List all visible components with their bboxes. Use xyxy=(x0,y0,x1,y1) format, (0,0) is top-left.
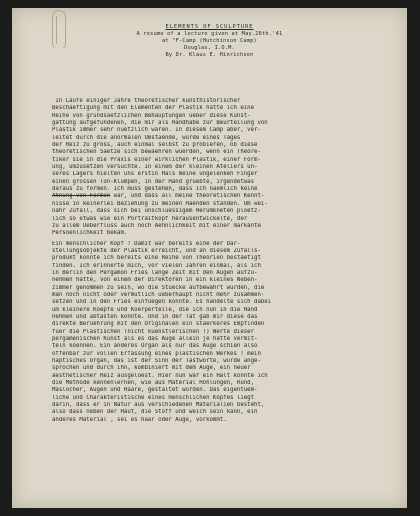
body-line: leitet durch die anormalen Umstaende, wurde eines Tages xyxy=(52,134,241,141)
body-line: liche und Charakteristische eines menschlichen Kopfes liegt xyxy=(52,394,255,401)
subtitle-line: at "F-Camp (Hutchinson Camp) xyxy=(162,37,257,44)
body-line: Persoenlichkeit bekam. xyxy=(52,230,128,237)
body-line: Ahnung von Formen war, und dass all meine theoretischen Kennt- xyxy=(52,193,265,200)
body-line: finden. Ich erinnerte mich, vor vielen Jahren einmal, als ich xyxy=(52,262,261,269)
document-page xyxy=(12,8,407,508)
body-line: daraus zu formen. Ich muss gestehen, dass ich naemlich keine xyxy=(52,186,258,193)
body-line: also dass neben der Haut, die Stoff und weich sein kann, ein xyxy=(52,409,258,416)
body-line: teln koennen. Ein anderes Organ als nur das Auge schien also xyxy=(52,343,258,350)
body-line: zu allem Ueberfluss auch noch Aehnlichkeit mit einer markante xyxy=(52,222,261,229)
body-line: Ein menschlicher Kopf ! Damit war bereits eine der Dar- xyxy=(52,240,241,247)
document-title: ELEMENTS OF SCULPTURE xyxy=(165,24,254,30)
body-line: nisse in keinerlei Beziehung zu meinen Haenden standen. Um wei- xyxy=(52,200,268,207)
body-line: der Reiz zu gross, auch einmal selbst zu probieren, ob diese xyxy=(52,142,258,149)
document-body xyxy=(52,98,397,424)
body-line: Reihe von grundsaetzlichen Behauptungen ueber diese Kunst- xyxy=(52,112,251,119)
author-line: By Dr. Klaus E. Hinrichsen xyxy=(165,51,254,58)
body-line: Maslocher, Augen und Haare, gestaltet wurden. Das eigentuem- xyxy=(52,387,258,394)
body-line: nehmen hatte, von einem der Direktoren in ein kleines Neben- xyxy=(52,277,258,284)
body-line: man noch nicht oder vermutlich ueberhaupt nicht mehr zusammen- xyxy=(52,291,265,298)
body-line: haptisches Organ, das ist der Sinn der Tastworte, wurde ange- xyxy=(52,358,261,365)
body-line: direkte Beruehrung mit den Originalen ein staerkeres Empfinden xyxy=(52,321,265,328)
body-line: tiker sie in die Praxis einer wirklichen Plastik, einer Form- xyxy=(52,156,261,163)
subtitle-line: Douglas, I.O.M. xyxy=(184,44,235,51)
body-line: stellungsobjekte der Plastik erreicht, und an diesem Zufalls- xyxy=(52,247,261,254)
body-line: um kleinere Koepfe und Koerperteile, die ich nun in die Hand xyxy=(52,306,258,313)
body-line: die Methode kennenlernen, wie aus Material Hohlungen, Rund, xyxy=(52,380,255,387)
body-line: zimmer genommen zu sein, wo die Stuecke aufbewahrt wurden, die xyxy=(52,284,265,291)
body-line: darin, dass er in Natur aus verschiedenen Materialien besteht, xyxy=(52,402,265,409)
subtitle-line: A resume of a lecture given at May.26th.'41 xyxy=(136,30,283,37)
body-line: nahr Zufall, dass sich bei unschluessigem Herumkneten ploetz- xyxy=(52,208,261,215)
body-line: nehmen und abtasten konnte. Und in der Tat gab mir diese das xyxy=(52,313,258,320)
body-line: aesthetischer Reiz ausgeloest. Hier nun war ein Halt konnte ich xyxy=(52,372,268,379)
document-heading xyxy=(12,24,407,59)
body-line: setzen und in den Fries einfuegen konnte. Es handelte sich dabei xyxy=(52,299,272,306)
body-line: ung, umzusetzen versuchte. In einem der kleinen Ateliers un- xyxy=(52,164,258,171)
body-line: in Berlin den Pergamon Fries lange Zeit mit den Augen aufzu- xyxy=(52,269,258,276)
body-line: gattung aufgefundenen, die mir als Handhabe zur Beurteilung von xyxy=(52,120,268,127)
body-line: sprochen und durch ihn, kombiniert mit dem Auge, ein neuer xyxy=(52,365,251,372)
body-line: theoretischen Saetze sich bewaehren wuerden, wenn ein Theore- xyxy=(52,149,261,156)
body-line: lich so etwas wie ein Portraitkopf herausentwickelte, der xyxy=(52,215,248,222)
body-line: anderes Material , sei es haar oder Auge, vorkommt. xyxy=(52,416,227,423)
body-line: Plastik immer sehr nuetzlich waren. In diesem Camp aber, ver- xyxy=(52,127,261,134)
body-line: einen grossen Ton-Klumpen, in der Hand gruebte, irgendetwas xyxy=(52,178,255,185)
body-line: produkt konnte ich bereits eine Reihe von Theorien bestaetigt xyxy=(52,255,261,262)
body-line: pergamenischen Kunst als es das Auge allein je hatte vermit- xyxy=(52,336,258,342)
body-line: In Laufe einiger Jahre theoretischer kunsthistorischer xyxy=(52,98,241,104)
body-line: Beschaeftigung mit den Elementen der Plastik hatte ich eine xyxy=(52,105,255,112)
body-line: offenbar zur vollen Erfassung eines plastischen Werkes ! mein xyxy=(52,350,261,357)
body-line: fuer die Plastischen (nicht kuenstlerischen !) Werte dieser xyxy=(52,328,255,335)
body-line: seres Lagers hielten uns erstin Hals meine ungelenken Finger xyxy=(52,171,258,178)
